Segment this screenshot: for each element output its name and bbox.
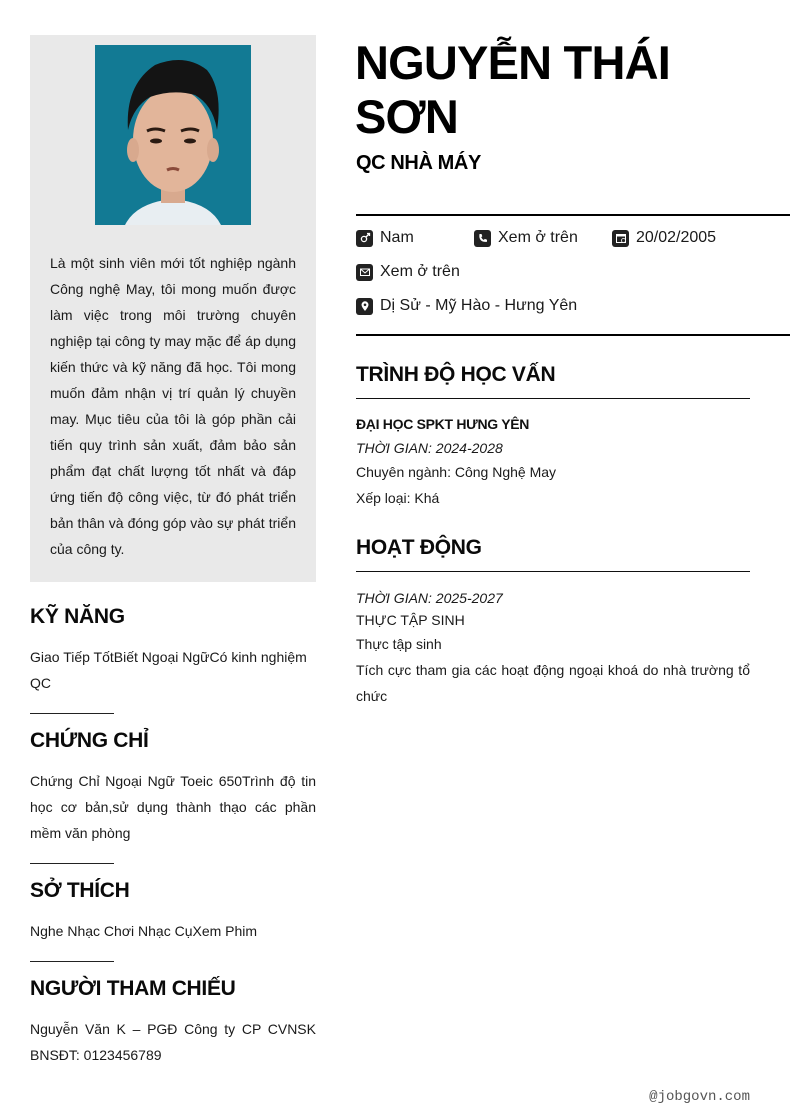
activity-position: Thực tập sinh xyxy=(356,636,442,652)
references-body: Nguyễn Văn K – PGĐ Công ty CP CVNSK BNSĐT: 0123456789 xyxy=(30,1021,316,1063)
hobbies-body: Nghe Nhạc Chơi Nhạc CụXem Phim xyxy=(30,923,258,939)
birthday-item xyxy=(612,229,716,247)
phone-item xyxy=(474,229,612,247)
skills-body: Giao Tiếp TốtBiết Ngoại NgữCó kinh nghiệm QC xyxy=(30,649,307,691)
contact-row-2 xyxy=(356,263,460,281)
phone-icon xyxy=(474,230,491,247)
candidate-name: NGUYỄN THÁI SƠN xyxy=(355,36,670,143)
contact-row-3 xyxy=(356,297,577,315)
profile-card xyxy=(30,35,316,582)
address-item xyxy=(356,297,577,315)
location-pin-icon xyxy=(356,298,373,315)
activities-title: HOẠT ĐỘNG xyxy=(356,536,482,559)
certificates-section xyxy=(30,726,316,846)
divider xyxy=(30,863,114,864)
gender-icon xyxy=(356,230,373,247)
profile-photo xyxy=(95,45,251,225)
activity-time: THỜI GIAN: 2025-2027 xyxy=(356,590,503,606)
hobbies-section xyxy=(30,876,316,944)
certificates-title: CHỨNG CHỈ xyxy=(30,729,149,752)
left-sections xyxy=(30,602,316,1068)
birthday-value: 20/02/2005 xyxy=(636,229,717,246)
envelope-icon xyxy=(356,264,373,281)
email-value: Xem ở trên xyxy=(380,263,460,280)
activity-role: THỰC TẬP SINH xyxy=(356,612,465,628)
contact-row-1 xyxy=(356,229,716,247)
phone-value: Xem ở trên xyxy=(498,229,578,246)
watermark: @jobgovn.com xyxy=(649,1089,750,1105)
calendar-icon xyxy=(612,230,629,247)
education-major: Chuyên ngành: Công Nghệ May xyxy=(356,464,557,480)
divider xyxy=(356,398,750,399)
certificates-body: Chứng Chỉ Ngoại Ngữ Toeic 650Trình độ tin học cơ bản,sử dụng thành thạo các phần mềm văn phòng xyxy=(30,773,316,841)
career-objective: Là một sinh viên mới tốt nghiệp ngành Công nghệ May, tôi mong muốn được làm việc trong môi trường chuyên nghiệp tại công ty may mặc để áp dụng kiến thức và kỹ năng đã học. Tôi mong muốn đảm nhận vị trí quản lý chuyền may. Mục tiêu của tôi là góp phần cải tiến quy trình sản xuất, đảm bảo sản phẩm đạt chất lượng tốt nhất và đáp ứng tiến độ công việc, từ đó phát triển bản thân và đóng góp vào sự phát triển của công ty. xyxy=(50,255,296,557)
gender-value: Nam xyxy=(380,229,414,246)
address-value: Dị Sử - Mỹ Hào - Hưng Yên xyxy=(380,297,578,314)
job-title: QC NHÀ MÁY xyxy=(356,152,481,174)
education-section xyxy=(356,360,750,511)
references-section xyxy=(30,974,316,1068)
skills-title: KỸ NĂNG xyxy=(30,605,125,628)
skills-section xyxy=(30,602,316,696)
hobbies-title: SỞ THÍCH xyxy=(30,879,130,902)
email-item xyxy=(356,263,460,281)
divider xyxy=(356,214,790,216)
education-title: TRÌNH ĐỘ HỌC VẤN xyxy=(356,363,556,386)
education-time: THỜI GIAN: 2024-2028 xyxy=(356,440,503,456)
school-name: ĐẠI HỌC SPKT HƯNG YÊN xyxy=(356,416,530,432)
divider xyxy=(356,334,790,336)
education-grade: Xếp loại: Khá xyxy=(356,490,440,506)
activities-section xyxy=(356,533,750,709)
activity-description: Tích cực tham gia các hoạt động ngoại khoá do nhà trường tổ chức xyxy=(356,662,750,704)
divider xyxy=(30,961,114,962)
references-title: NGƯỜI THAM CHIẾU xyxy=(30,977,236,1000)
gender-item xyxy=(356,229,474,247)
divider xyxy=(356,571,750,572)
portrait-image xyxy=(95,45,251,225)
divider xyxy=(30,713,114,714)
